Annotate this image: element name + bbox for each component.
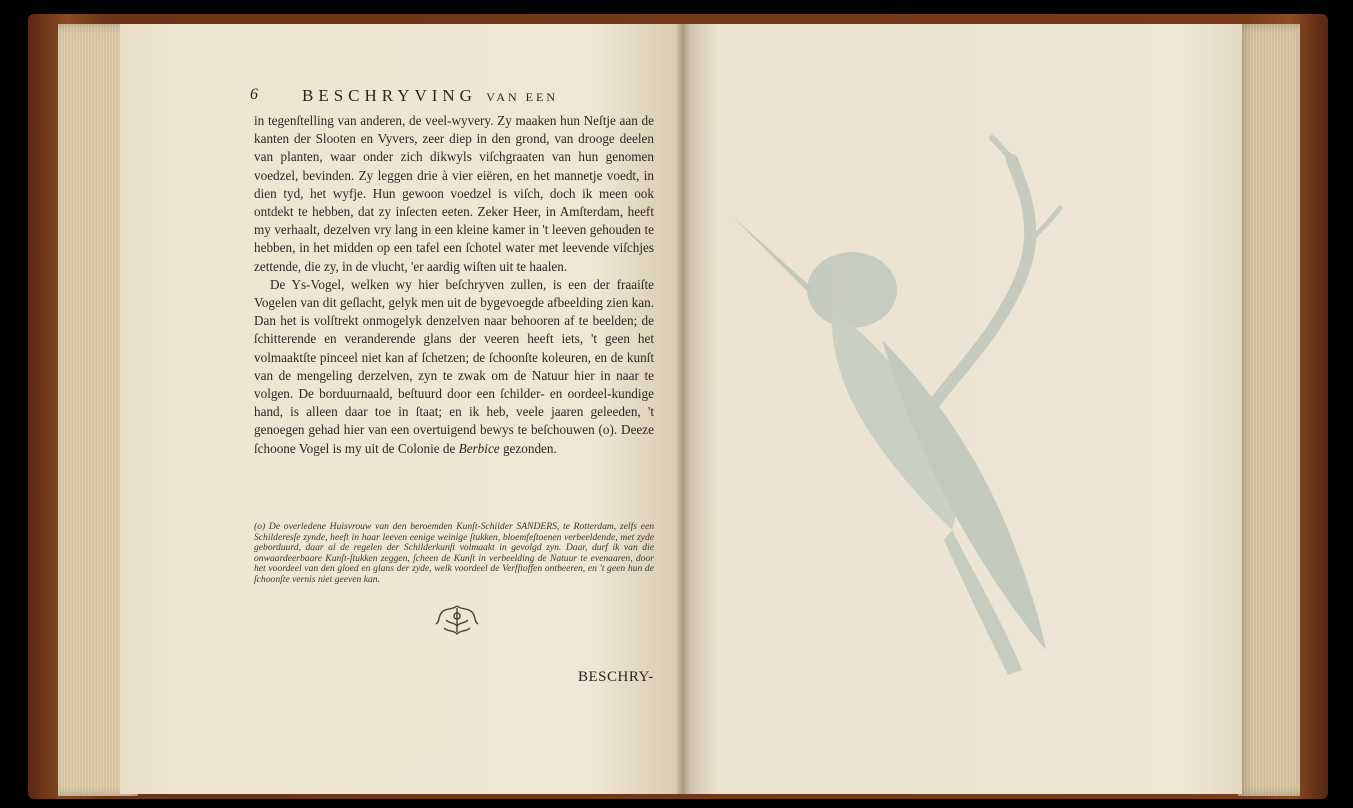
page-edges-right [1238,24,1300,796]
branch-twig [992,138,1012,160]
footnote: (o) De overledene Huisvrouw van den beroemden Kunſt-Schilder SANDERS, te Rotterdam, zelfs een Schilderesſe zynde, heeft in haar leeven eenige weinige ſtukken, bloemfeſtoenen verbeeldende, met zyde geborduurd, daar al de regelen der Schilderkunſt volmaakt in gevolgd zyn. Daar, durf ik van die onwaardeerbaare Kunſt-ſtukken zeggen, ſcheen de Kunſt in verbeelding de Natuur te evenaaren, door het voordeel van den gloed en glans der zyde, welk voordeel de Verfſtoffen ontbeeren, en 't geen hun de ſchoonſte vernis niet geeven kan. [254,521,654,585]
body-text [254,112,654,458]
paragraph-2-end: gezonden. [502,440,557,456]
running-title-small: VAN EEN [486,90,558,104]
branch [922,160,1030,420]
bird-head [807,252,897,328]
running-header [250,86,670,108]
catchword: BESCHRY- [578,669,654,685]
paragraph-2-text: De Ys-Vogel, welken wy hier beſchryven zullen, is een der fraaiſte Vogelen van dit geſlacht, gelyk men uit de bygevoegde afbeelding zien kan. Dan het is volſtrekt onmogelyk denzelven naar behooren af te beelden; de ſchitterende en veranderende glans der veeren heeft iets, 't geen het volmaaktſte pinceel niet kan af ſchetzen; de ſchoonſte koleuren, en de kunſt van de mengeling derzelven, zyn te zwak om de Natuur hier in naar te volgen. De borduurnaald, beſtuurd door een ſchilder- en oordeel-kundige hand, is alleen daar toe in ſtaat; en ik heb, veele jaaren geleeden, 't genoegen gehad hier van een overtuigend bewys te beſchouwen (o). Deeze ſchoone Vogel is my uit de Colonie de [254,276,654,456]
page-number: 6 [250,86,258,103]
paragraph-1: in tegenſtelling van anderen, de veel-wyvery. Zy maaken hun Neſtje aan de kanten der Slooten en Vyvers, zeer diep in den grond, van drooge deelen van planten, waar onder zich dikwyls viſchgraaten van hun genomen voedzel, bevinden. Zy leggen drie à vier eiëren, en het mannetje voedt, in dien tyd, het wyfje. Hun gewoon voedzel is viſch, doch ik meen ook ontdekt te hebben, dat zy inſecten eeten. Zeker Heer, in Amſterdam, heeft my verhaalt, dezelven vry lang in een kleine kamer in 't leeven gehouden te hebben, in het midden op een tafel een ſchotel water met leevende viſchjes zettende, die zy, in de vlucht, 'er aardig wiſten uit te haalen. [254,113,654,274]
paragraph-2 [254,276,654,458]
bird-wing [882,340,1046,650]
printer-ornament-icon [432,602,482,638]
bird-beak [732,216,816,300]
book-gutter [676,24,690,794]
place-name-berbice: Berbice [458,440,500,456]
kingfisher-plate [712,90,1218,708]
running-title-main: BESCHRYVING [302,86,477,105]
running-title [302,86,558,106]
